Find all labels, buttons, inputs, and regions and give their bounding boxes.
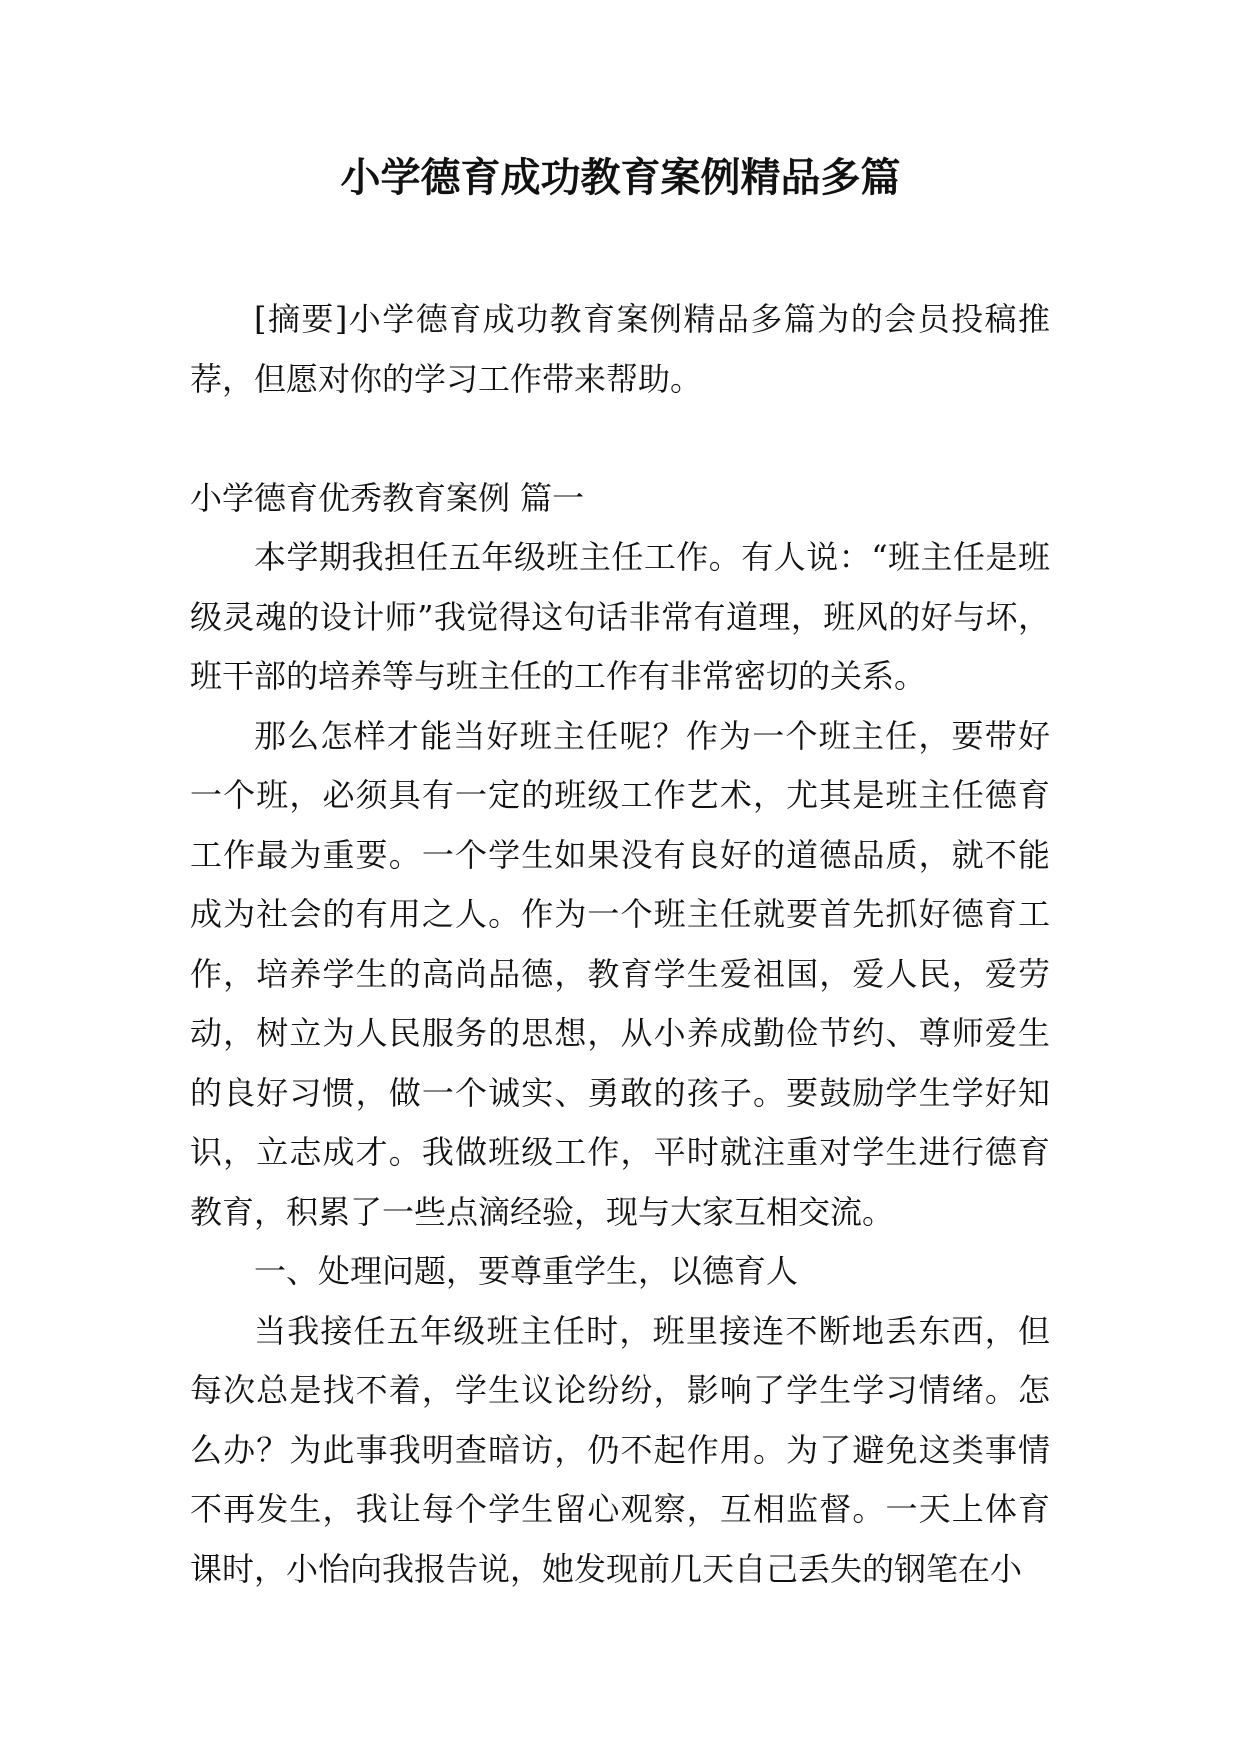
document-body — [190, 290, 1050, 1599]
document-title: 小学德育成功教育案例精品多篇 — [340, 155, 901, 201]
subheading: 一、处理问题，要尊重学生，以德育人 — [254, 1252, 799, 1290]
body-paragraph-2: 那么怎样才能当好班主任呢？作为一个班主任，要带好一个班，必须具有一定的班级工作艺术，尤其是班主任德育工作最为重要。一个学生如果没有良好的道德品质，就不能成为社会的有用之人。作为一个班主任就要首先抓好德育工作，培养学生的高尚品德，教育学生爱祖国，爱人民，爱劳动，树立为人民服务的思想，从小养成勤俭节约、尊师爱生的良好习惯，做一个诚实、勇敢的孩子。要鼓励学生学好知识，立志成才。我做班级工作，平时就注重对学生进行德育教育，积累了一些点滴经验，现与大家互相交流。 — [190, 716, 1050, 1231]
section-heading: 小学德育优秀教育案例 篇一 — [190, 478, 585, 517]
body-paragraph-1: 本学期我担任五年级班主任工作。有人说：“班主任是班级灵魂的设计师”我觉得这句话非常有道理，班风的好与坏，班干部的培养等与班主任的工作有非常密切的关系。 — [190, 538, 1050, 695]
abstract-paragraph: [摘要]小学德育成功教育案例精品多篇为的会员投稿推荐，但愿对你的学习工作带来帮助。 — [190, 300, 1050, 398]
body-paragraph-3: 当我接任五年级班主任时，班里接连不断地丢东西，但每次总是找不着，学生议论纷纷，影响了学生学习情绪。怎么办？为此事我明查暗访，仍不起作用。为了避免这类事情不再发生，我让每个学生留心观察，互相监督。一天上体育课时，小怡向我报告说，她发现前几天自己丢失的钢笔在小 — [190, 1311, 1050, 1588]
